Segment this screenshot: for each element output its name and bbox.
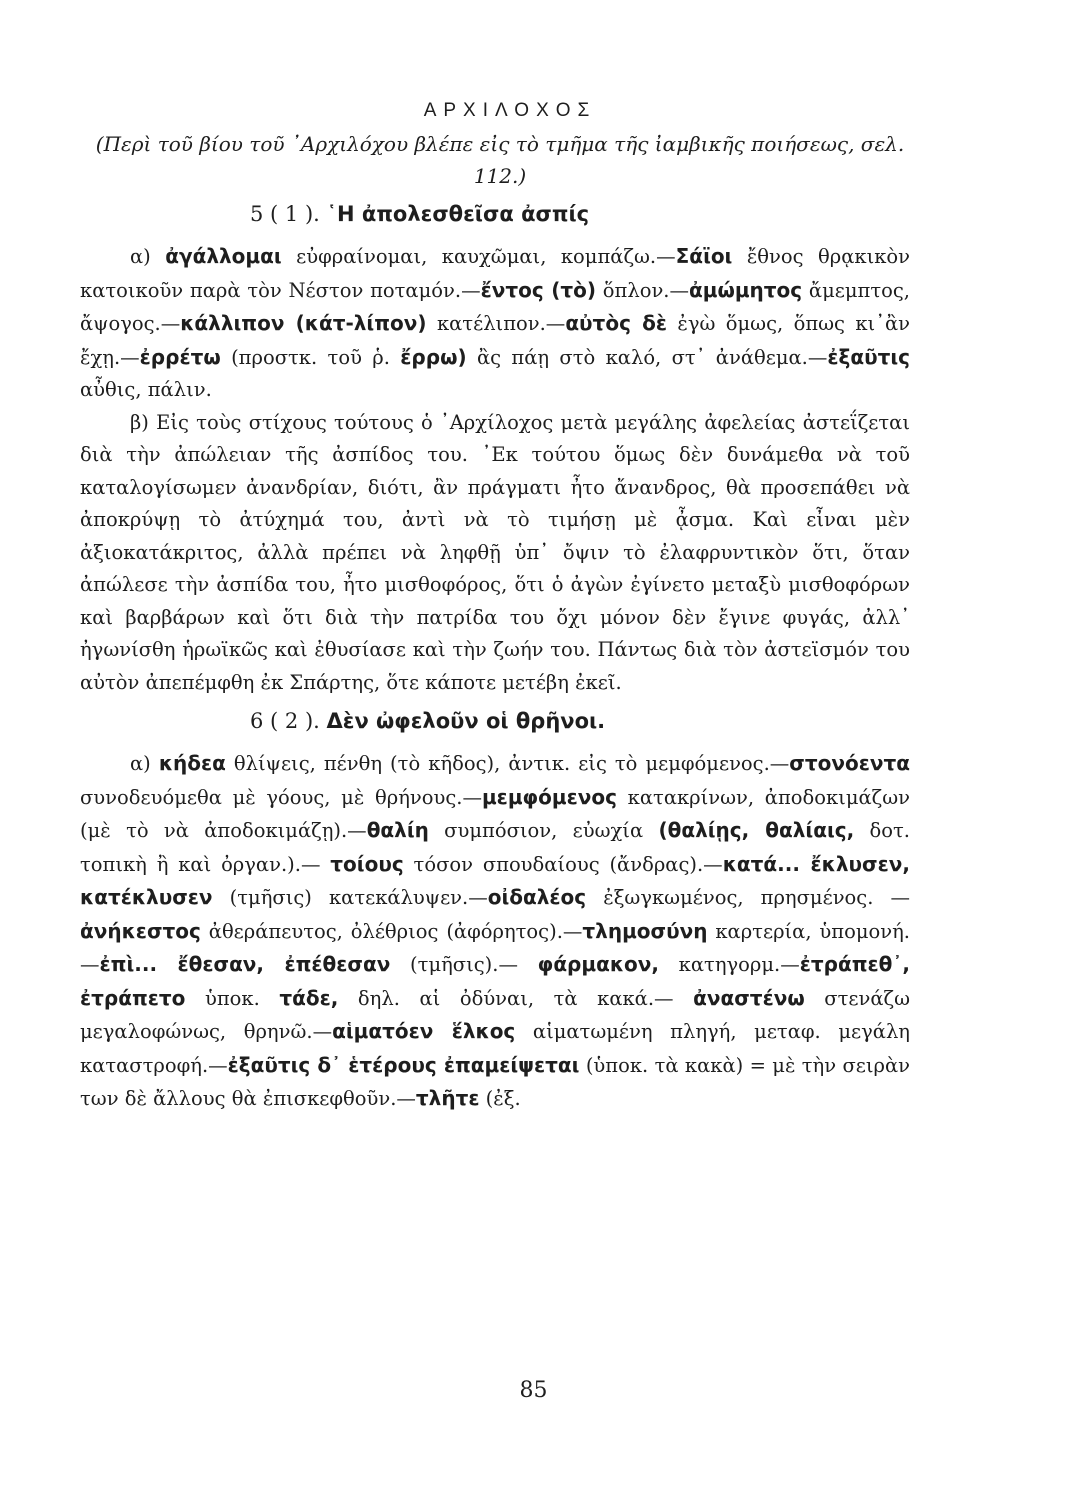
- section-5-glossary: [80, 240, 910, 407]
- gloss-term: κατά... ἔκλυσεν, κατέκλυσεν: [80, 851, 910, 909]
- gloss-text: (ἐξ.: [479, 1087, 521, 1110]
- gloss-text: (τμῆσις) κατεκάλυψεν.—: [212, 886, 488, 909]
- gloss-term: ἐτράπεθ᾿, ἐτράπετο: [80, 952, 910, 1010]
- gloss-term: ἀναστένω: [693, 985, 805, 1010]
- gloss-term: αἱματόεν ἕλκος: [332, 1019, 516, 1043]
- gloss-text: στενάζω μεγαλοφώνως, θρηνῶ.—: [80, 986, 910, 1043]
- gloss-text: δηλ. αἱ ὀδύναι, τὰ κακά.—: [338, 986, 694, 1010]
- para-label: α): [130, 752, 151, 775]
- gloss-text: (ὑποκ. τὰ κακὰ) = μὲ τὴν σειρὰν των δὲ ἄλλους θὰ ἐπισκεφθοῦν.—: [80, 1053, 910, 1110]
- gloss-text: ἀθεράπευτος, ὀλέθριος (ἀφόρητος).—: [200, 919, 583, 943]
- gloss-text: αὖθις, πάλιν.: [80, 378, 212, 401]
- gloss-term: ἐπὶ... ἔθεσαν, ἐπέθεσαν: [99, 952, 391, 976]
- para-label: α): [130, 245, 151, 268]
- section-6-glossary: [80, 747, 910, 1116]
- gloss-text: θλίψεις, πένθη (τὸ κῆδος), ἀντικ. εἰς τὸ μεμφόμενος.—: [225, 752, 790, 775]
- gloss-text: κατέλιπον.—: [426, 312, 566, 335]
- gloss-text: δοτ. τοπικὴ ἢ καὶ ὀργαν.).—: [80, 819, 911, 876]
- gloss-term: ἐξαῦτις: [827, 344, 910, 369]
- section-6-number: 6 ( 2 ).: [250, 709, 320, 733]
- gloss-term: μεμφόμενος: [481, 784, 617, 809]
- gloss-text: εὐφραίνομαι, καυχῶμαι, κομπάζω.—: [281, 245, 676, 268]
- gloss-text: κατηγορμ.—: [659, 953, 800, 976]
- gloss-text: ἄμεμπτος, ἄψογος.—: [80, 278, 911, 335]
- gloss-text: ἐξωγκωμένος, πρησμένος. —: [586, 886, 910, 909]
- gloss-term: Σάϊοι: [675, 244, 733, 268]
- section-5-commentary: β) Εἰς τοὺς στίχους τούτους ὁ ᾿Αρχίλοχος μετὰ μεγάλης ἀφελείας ἀστεΐζεται διὰ τὴν ἀπώλειαν τῆς ἀσπίδος του. ᾿Εκ τούτου ὅμως δὲν δυνάμεθα νὰ τοῦ καταλογίσωμεν ἀνανδρίαν, διότι, ἂν πράγματι ἦτο ἄνανδρος, θὰ προσεπάθει νὰ ἀποκρύψῃ τὸ ἀτύχημά του, ἀντὶ νὰ τὸ τιμήσῃ μὲ ᾆσμα. Καὶ εἶναι μὲν ἀξιοκατάκριτος, ἀλλὰ πρέπει νὰ ληφθῇ ὑπ᾿ ὄψιν τὸ ἐλαφρυντικὸν ὅτι, ὅταν ἀπώλεσε τὴν ἀσπίδα του, ἦτο μισθοφόρος, ὅτι ὁ ἀγὼν ἐγίνετο μεταξὺ μισθοφόρων καὶ βαρβάρων καὶ ὅτι διὰ τὴν πατρίδα του ὄχι μόνον δὲν ἔγινε φυγάς, ἀλλ᾿ ἠγωνίσθη ἡρωϊκῶς καὶ ἐθυσίασε καὶ τὴν ζωήν του. Πάντως διὰ τὸν ἀστεϊσμόν του αὐτὸν ἀπεπέμφθη ἐκ Σπάρτης, ὅτε κάποτε μετέβη ἐκεῖ.: [80, 410, 910, 694]
- gloss-text: ὅπλον.—: [596, 278, 689, 302]
- gloss-term: ἀνήκεστος: [80, 918, 201, 943]
- gloss-term: αὐτὸς δὲ: [565, 311, 667, 335]
- gloss-text: αἱματωμένη πληγή, μεταφ. μεγάλη καταστροφή.—: [80, 1020, 910, 1077]
- gloss-term: τλῆτε: [415, 1086, 480, 1110]
- gloss-text: καρτερία, ὑπομονή.—: [80, 919, 910, 976]
- gloss-term: ἔρρω): [400, 344, 467, 369]
- gloss-term: τλημοσύνη: [582, 918, 708, 943]
- section-6-heading: [250, 709, 910, 733]
- gloss-term: ἔντος (τὸ): [480, 277, 597, 302]
- gloss-term: θαλίη: [366, 818, 429, 842]
- gloss-text: συμπόσιον, εὐωχία: [428, 819, 659, 842]
- gloss-term: (θαλίῃς, θαλίαις,: [658, 818, 855, 842]
- gloss-text: (τμῆσις).—: [390, 953, 538, 976]
- gloss-term: τάδε,: [279, 985, 339, 1010]
- section-5-number: 5 ( 1 ).: [250, 202, 320, 226]
- gloss-text: κατακρίνων, ἀποδοκιμάζων (μὲ τὸ νὰ ἀποδοκιμάζῃ).—: [80, 785, 910, 842]
- gloss-text: συνοδευόμεθα μὲ γόους, μὲ θρήνους.—: [80, 785, 482, 809]
- running-head: ΑΡΧΙΛΟΧΟΣ: [423, 100, 597, 121]
- gloss-text: ἂς πάῃ στὸ καλό, στ᾿ ἀνάθεμα.—: [466, 345, 828, 369]
- gloss-term: τοίους: [330, 851, 404, 876]
- gloss-text: τόσον σπουδαίους (ἄνδρας).—: [403, 852, 723, 876]
- gloss-term: κήδεα: [158, 751, 226, 775]
- gloss-text: ἐγὼ ὅμως, ὅπως κι᾿ἂν ἔχῃ.—: [80, 312, 910, 369]
- gloss-term: ἐξαῦτις δ᾿ ἑτέρους ἐπαμείψεται: [227, 1052, 580, 1077]
- gloss-term: κάλλιπον (κάτ-λίπον): [180, 311, 427, 335]
- page-body: [80, 100, 910, 1116]
- page-number: 85: [519, 1378, 548, 1403]
- gloss-text: ἔθνος θρᾳκικὸν κατοικοῦν παρὰ τὸν Νέστον ποταμόν.—: [80, 245, 911, 302]
- gloss-term: ἀγάλλομαι: [165, 244, 282, 268]
- gloss-term: ἀμώμητος: [689, 277, 803, 302]
- section-5-title: ῾Η ἀπολεσθεῖσα ἀσπίς: [326, 202, 590, 226]
- gloss-text: ὑποκ.: [185, 986, 280, 1010]
- gloss-term: ἐρρέτω: [139, 344, 221, 369]
- gloss-text: (προστκ. τοῦ ῥ.: [220, 345, 401, 369]
- gloss-term: φάρμακον,: [537, 952, 659, 976]
- section-5-heading: [250, 202, 910, 226]
- section-6-title: Δὲν ὠφελοῦν οἱ θρῆνοι.: [326, 709, 606, 733]
- biography-note: (Περὶ τοῦ βίου τοῦ ᾿Αρχιλόχου βλέπε εἰς τὸ τμῆμα τῆς ἰαμβικῆς ποιήσεως, σελ. 112.): [95, 132, 905, 188]
- gloss-term: στονόεντα: [789, 751, 910, 775]
- gloss-term: οἰδαλέος: [487, 885, 587, 909]
